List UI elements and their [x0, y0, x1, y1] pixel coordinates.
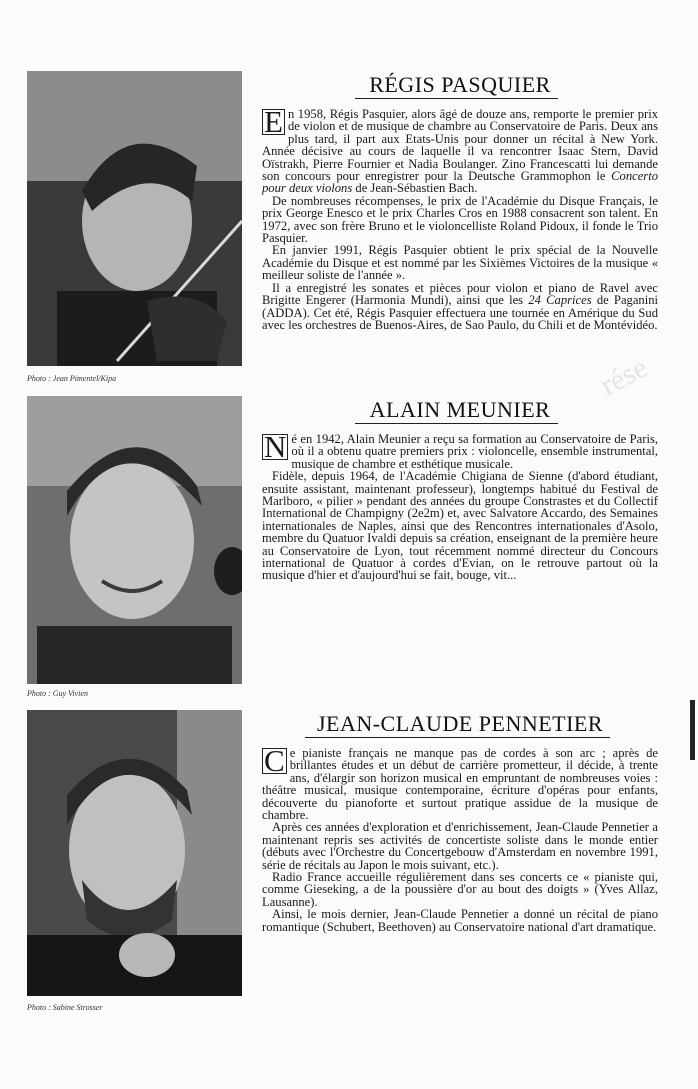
- artist-bio: N é en 1942, Alain Meunier a reçu sa formation au Conservatoire de Paris, où il a obtenu quatre premiers prix : violoncelle, ensemble instrumental, musique de chambre et esthétique musicale. Fidèle, depuis 1964, de l'Académie Chigiana de Sienne (d'abord étudiant, ensuite assistant, maintenant professeur), longtemps habitué du Festival de Marlboro, « pilier » pendant des années du groupe Constrastes et du Collectif International de Champigny (2e2m) et, avec Salvatore Accardo, des Semaines internationales de Naples, ainsi que des Rencontres internationales d'Asolo, membre du Quatuor Ivaldi depuis sa création, enseignant de la première heure au Conservatoire de Lyon, tout récemment nommé directeur du Concours international de Quatuor à cordes d'Evian, on le retrouve partout où la musique d'hier et d'aujourd'hui se fait, bouge, vit...: [262, 429, 658, 583]
- drop-cap: C: [264, 743, 285, 778]
- artist-name: ALAIN MEUNIER: [369, 397, 551, 422]
- pianist-portrait: [27, 710, 242, 996]
- artist-bio: E n 1958, Régis Pasquier, alors âgé de douze ans, remporte le premier prix de violon et de musique de chambre au Conservatoire de Paris. Deux ans plus tard, il part aux Etats-Unis pour donner un récital à New York. Année décisive au cours de laquelle il va rencontrer Isaac Stern, David Oïstrakh, Pierre Fournier et Nadia Boulanger. Zino Francescatti lui demande son concours pour enregistrer pour la Deutsche Grammophon le Concerto pour deux violons de Jean-Sébastien Bach. De nombreuses récompenses, le prix de l'Académie du Disque Français, le prix George Enesco et le prix Charles Cros en 1988 consacrent son talent. En 1972, avec son frère Bruno et le violoncelliste Roland Pidoux, il fonde le Trio Pasquier. En janvier 1991, Régis Pasquier obtient le prix spécial de la Nouvelle Académie du Disque et est nommé par les Sixièmes Victoires de la musique « meilleur soliste de l'année ». Il a enregistré les sonates et pièces pour violon et piano de Ravel avec Brigitte Engerer (Harmonia Mundi), ainsi que les 24 Caprices de Paganini (ADDA). Cet été, Régis Pasquier effectuera une tournée en Amérique du Sud avec les orchestres de Buenos-Aires, de Sao Paulo, du Chili et de Montévidéo.: [262, 104, 659, 332]
- photo-credit: Photo : Jean Pimentel/Kipa: [27, 374, 117, 383]
- photo-alain-meunier: [27, 396, 242, 684]
- drop-cap: E: [264, 104, 283, 139]
- photo-credit: Photo : Sabine Strosser: [27, 1003, 103, 1012]
- cellist-portrait: [27, 396, 242, 684]
- photo-jean-claude-pennetier: [27, 710, 242, 996]
- photo-regis-pasquier: [27, 71, 242, 366]
- name-underline: [355, 423, 558, 424]
- artist-bio: C e pianiste français ne manque pas de cordes à son arc ; après de brillantes études et un début de carrière prometteur, il décide, à trente ans, d'élargir son horizon musical en empruntant de nombreuses voies : théâtre musical, musique contemporaine, écriture d'opéras pour enfants, découverte du pianoforte et surtout pratique assidue de la musique de chambre. Après ces années d'exploration et d'enrichissement, Jean-Claude Pennetier a maintenant repris ses activités de concertiste soliste dans le monde entier (débuts avec l'Orchestre du Concertgebouw d'Amsterdam en novembre 1991, série de récitals au Japon le mois suivant, etc.). Radio France accueille régulièrement dans ses concerts ce « pianiste qui, comme Gieseking, a de la poussière d'or au bout des doigts » (Yves Allaz, Lausanne). Ainsi, le mois dernier, Jean-Claude Pennetier a donné un récital de piano romantique (Schubert, Beethoven) au Conservatoire national d'art dramatique.: [262, 743, 658, 934]
- name-underline: [355, 98, 558, 99]
- artist-name: JEAN-CLAUDE PENNETIER: [316, 711, 604, 736]
- artist-name: RÉGIS PASQUIER: [369, 72, 551, 97]
- watermark: rése: [594, 350, 653, 403]
- photo-credit: Photo : Guy Vivien: [27, 689, 88, 698]
- name-underline: [305, 737, 610, 738]
- scan-edge-mark: [690, 700, 695, 760]
- drop-cap: N: [264, 429, 287, 464]
- violinist-portrait: [27, 71, 242, 366]
